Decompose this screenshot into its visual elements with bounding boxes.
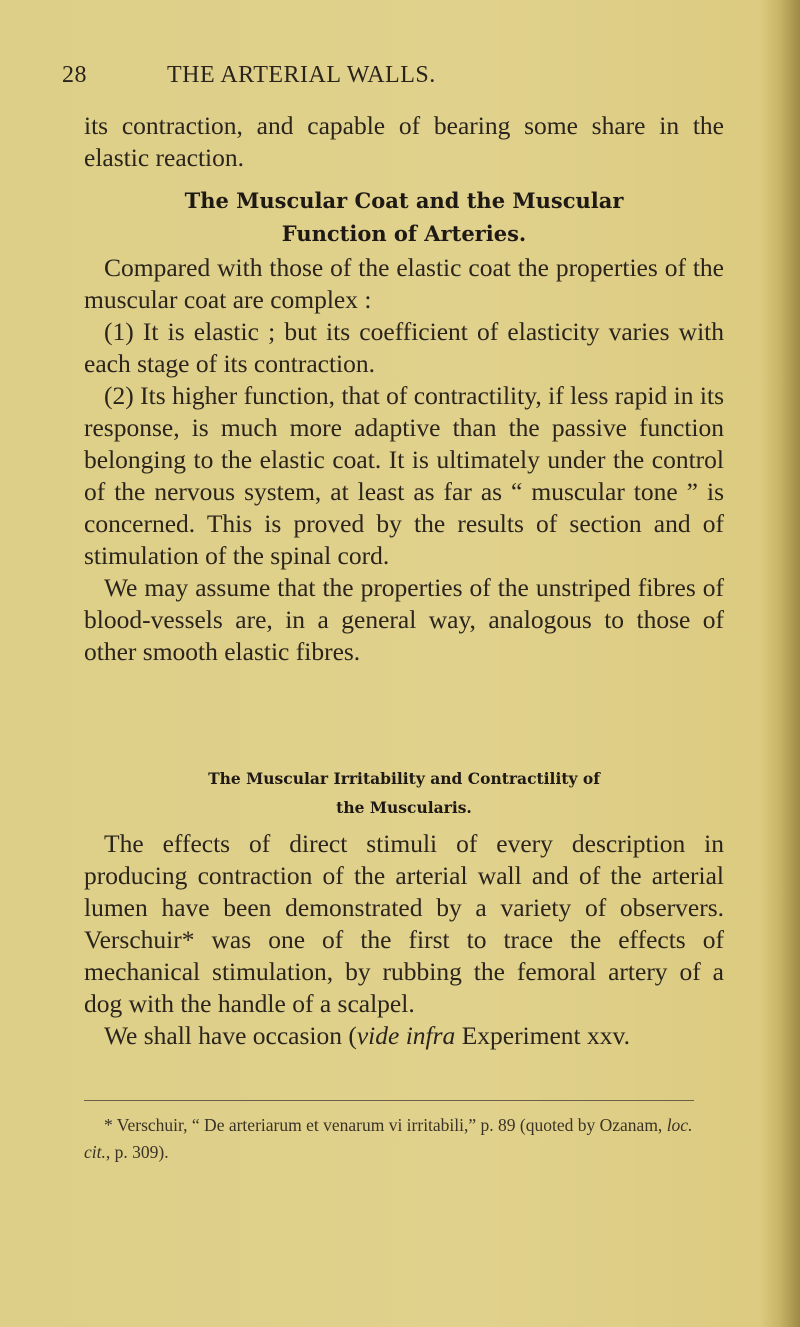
text-run: We shall have occasion ( [104,1021,357,1050]
running-title: THE ARTERIAL WALLS. [167,62,436,88]
intro-paragraph [84,110,724,174]
footnote-text-end: , p. 309). [105,1142,169,1162]
paragraph: The effects of direct stimuli of every description in producing contraction of the arterial wall and of the arterial lumen have been demonstrated by a variety of observers. Verschuir* was one of the first to trace the effects of mechanical stimulation, by rubbing the femoral artery of a dog with the handle of a scalpel. [84,829,724,1018]
paragraph: (2) Its higher function, that of contractility, if less rapid in its response, is much more adaptive than the passive function belonging to the elastic coat. It is ultimately under the control of the nervous system, at least as far as “ muscular tone ” is concerned. This is proved by the results of section and of stimulation of the spinal cord. [84,381,724,570]
heading-line: the Muscularis. [336,798,472,817]
heading-line: Function of Arteries. [281,221,527,246]
section1-body [84,252,724,668]
section-heading-muscular-coat [84,184,724,250]
text-run: Experiment xxv. [455,1021,630,1050]
footnote-italic: loc. cit. [84,1115,693,1162]
heading-line: The Muscular Irritability and Contractility of [208,769,600,788]
footnote-divider [84,1100,694,1101]
running-header [62,62,722,92]
section-heading-irritability [84,764,724,822]
italic-text: vide infra [356,1021,456,1050]
page-number: 28 [62,62,87,88]
section2-body [84,828,724,1052]
footnote-text: * Verschuir, “ De arteriarum et venarum vi irritabili,” p. 89 (quoted by Ozanam, [104,1115,667,1135]
footnote [84,1112,714,1166]
intro-text: its contraction, and capable of bearing some share in the elastic reaction. [84,111,724,172]
paragraph: Compared with those of the elastic coat the properties of the muscular coat are complex : [84,253,724,314]
paragraph: We may assume that the properties of the unstriped fibres of blood-vessels are, in a general way, analogous to those of other smooth elastic fibres. [84,573,724,666]
paragraph-last [84,1020,724,1052]
heading-line: The Muscular Coat and the Muscular [184,188,624,213]
paragraph: (1) It is elastic ; but its coefficient of elasticity varies with each stage of its contraction. [84,317,724,378]
